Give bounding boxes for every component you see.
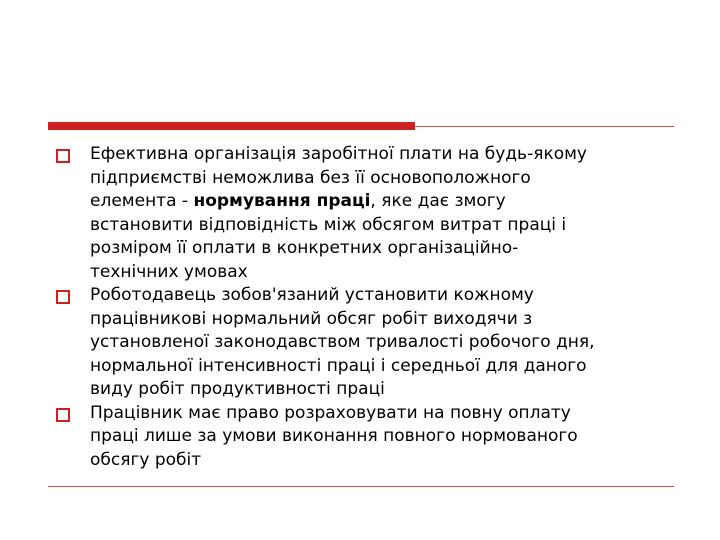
text-line: працівникові нормальний обсяг робіт виходячи з bbox=[90, 308, 533, 329]
text-line: виду робіт продуктивності праці bbox=[90, 379, 385, 399]
text-line: встановити відповідність між обсягом витрат праці і bbox=[90, 214, 567, 235]
text-line: нормальної інтенсивності праці і середньої для даного bbox=[90, 355, 587, 376]
square-bullet-icon bbox=[56, 290, 70, 304]
bullet-list bbox=[56, 143, 676, 472]
bullet-item-1 bbox=[56, 143, 676, 284]
bottom-divider-line bbox=[48, 486, 674, 487]
square-bullet-icon bbox=[56, 149, 70, 163]
text-line: Ефективна організація заробітної плати на будь-якому bbox=[90, 144, 587, 164]
emphasis-term: нормування праці bbox=[193, 191, 371, 211]
text-line: підприємстві неможлива без її основоположного bbox=[90, 167, 531, 188]
accent-bar bbox=[48, 122, 415, 130]
text-line: розміром її оплати в конкретних організаційно- bbox=[90, 238, 519, 258]
bullet-item-3 bbox=[56, 402, 676, 473]
text-line: установленої законодавством тривалості робочого дня, bbox=[90, 332, 595, 352]
text-segment: , яке дає змогу bbox=[370, 191, 506, 211]
text-line: праці лише за умови виконання повного нормованого bbox=[90, 426, 578, 446]
text-line: обсягу робіт bbox=[90, 449, 202, 470]
square-bullet-icon bbox=[56, 408, 70, 422]
text-line-with-emphasis bbox=[90, 190, 676, 214]
bullet-item-2 bbox=[56, 284, 676, 402]
text-segment: елемента - bbox=[90, 191, 194, 211]
text-line: технічних умовах bbox=[90, 261, 248, 282]
text-line: Роботодавець зобов'язаний установити кожному bbox=[90, 285, 534, 305]
text-line: Працівник має право розраховувати на повну оплату bbox=[90, 402, 571, 423]
